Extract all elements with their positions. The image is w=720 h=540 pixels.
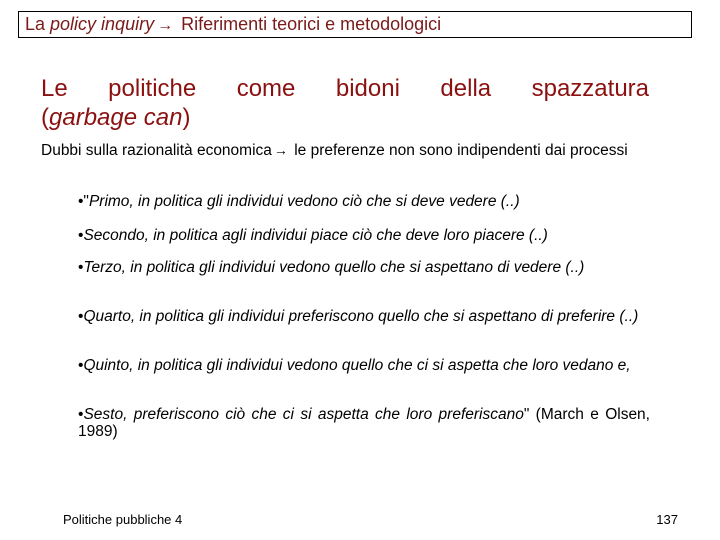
- intro-before-arrow: Dubbi sulla razionalità economica: [41, 142, 272, 159]
- footer-course-label: Politiche pubbliche 4: [63, 512, 183, 527]
- bullet-item: •Sesto, preferiscono ciò che ci si aspetta che loro preferiscano" (March e Olsen, 1989): [78, 406, 650, 440]
- page-number: 137: [656, 512, 678, 527]
- bullet-item: •Secondo, in politica agli individui piace ciò che deve loro piacere (..): [78, 227, 548, 244]
- intro-after-arrow: le preferenze non sono indipendenti dai processi: [289, 142, 628, 159]
- right-arrow-icon: →: [157, 17, 174, 34]
- header-prefix: La: [25, 14, 51, 34]
- right-arrow-icon: →: [273, 142, 288, 158]
- title-line1: Le politiche come bidoni della spazzatura: [41, 75, 649, 102]
- header-suffix: Riferimenti teorici e metodologici: [176, 14, 442, 34]
- bullet-item: •"Primo, in politica gli individui vedono ciò che si deve vedere (..): [78, 193, 520, 210]
- header-italic: policy inquiry: [50, 14, 155, 34]
- bullet-item: •Terzo, in politica gli individui vedono quello che si aspettano di vedere (..): [78, 259, 585, 276]
- bullet-item: •Quinto, in politica gli individui vedono quello che ci si aspetta che loro vedano e,: [78, 357, 631, 374]
- title-paren-open: (: [41, 104, 49, 131]
- slide-header: [18, 11, 692, 38]
- title-paren-close: ): [182, 104, 191, 131]
- slide-title: [41, 74, 649, 132]
- intro-paragraph: [41, 142, 653, 159]
- title-italic: garbage can: [49, 104, 183, 131]
- bullet-item: •Quarto, in politica gli individui preferiscono quello che si aspettano di preferire (..): [78, 308, 639, 325]
